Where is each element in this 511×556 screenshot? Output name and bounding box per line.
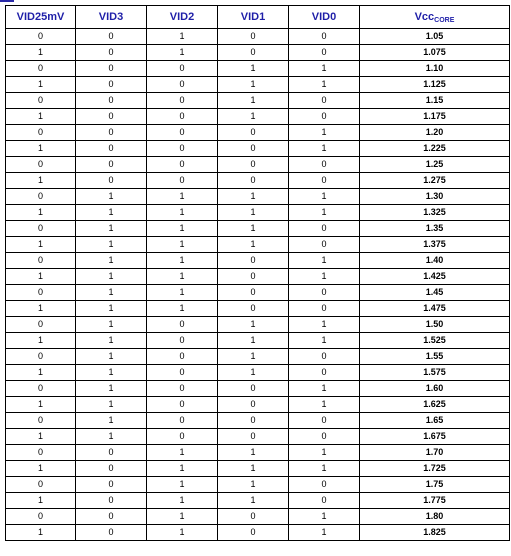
cell-vid0: 0 [289,349,360,365]
cell-vid3: 1 [76,397,147,413]
cell-vid1: 1 [218,477,289,493]
cell-vid1: 1 [218,221,289,237]
cell-vid2: 0 [147,157,218,173]
table-row [6,493,510,509]
cell-vid25mv: 0 [6,285,76,301]
cell-vid0: 0 [289,45,360,61]
cell-vid2: 1 [147,493,218,509]
cell-vid1: 1 [218,205,289,221]
header-vcc-main: Vcc [414,10,435,23]
table-row [6,365,510,381]
cell-vid2: 1 [147,45,218,61]
cell-vid1: 1 [218,333,289,349]
cell-vid3: 1 [76,317,147,333]
cell-vid3: 0 [76,173,147,189]
table-row [6,477,510,493]
cell-vid25mv: 0 [6,509,76,525]
cell-vid25mv: 0 [6,189,76,205]
cell-vid0: 1 [289,525,360,541]
cell-vid25mv: 1 [6,141,76,157]
cell-vid0: 0 [289,173,360,189]
cell-vid25mv: 1 [6,397,76,413]
cell-vid3: 1 [76,221,147,237]
cell-vcc-core: 1.825 [360,525,510,541]
cell-vid1: 0 [218,173,289,189]
top-edge-strip [0,0,511,3]
cell-vid3: 1 [76,301,147,317]
table-row [6,397,510,413]
table-row [6,445,510,461]
cell-vid0: 0 [289,477,360,493]
cell-vid3: 1 [76,333,147,349]
cell-vcc-core: 1.275 [360,173,510,189]
cell-vid1: 0 [218,157,289,173]
table-row [6,77,510,93]
cell-vcc-core: 1.525 [360,333,510,349]
cell-vid3: 1 [76,237,147,253]
cell-vid25mv: 0 [6,317,76,333]
cell-vid0: 0 [289,365,360,381]
cell-vid3: 0 [76,77,147,93]
table-row [6,189,510,205]
cell-vcc-core: 1.625 [360,397,510,413]
cell-vid0: 1 [289,141,360,157]
cell-vid3: 0 [76,109,147,125]
cell-vid3: 1 [76,189,147,205]
cell-vid25mv: 0 [6,125,76,141]
header-vcc-sub: CORE [434,16,455,24]
table-row [6,221,510,237]
cell-vid0: 0 [289,301,360,317]
cell-vid1: 0 [218,429,289,445]
cell-vcc-core: 1.55 [360,349,510,365]
table-row [6,109,510,125]
cell-vid3: 0 [76,509,147,525]
cell-vid0: 1 [289,445,360,461]
table-row [6,525,510,541]
cell-vid1: 0 [218,301,289,317]
cell-vid3: 0 [76,157,147,173]
cell-vid25mv: 1 [6,365,76,381]
cell-vid2: 0 [147,429,218,445]
cell-vid3: 1 [76,381,147,397]
cell-vcc-core: 1.725 [360,461,510,477]
table-row [6,381,510,397]
cell-vid3: 1 [76,269,147,285]
cell-vid0: 1 [289,205,360,221]
cell-vid1: 0 [218,525,289,541]
cell-vid1: 0 [218,269,289,285]
cell-vid2: 1 [147,461,218,477]
cell-vcc-core: 1.70 [360,445,510,461]
cell-vid0: 1 [289,253,360,269]
cell-vid3: 0 [76,445,147,461]
cell-vid1: 0 [218,413,289,429]
table-row [6,461,510,477]
cell-vcc-core: 1.425 [360,269,510,285]
cell-vid0: 0 [289,29,360,45]
cell-vid0: 1 [289,189,360,205]
cell-vid25mv: 0 [6,381,76,397]
cell-vid3: 0 [76,461,147,477]
cell-vid2: 0 [147,365,218,381]
cell-vid3: 0 [76,477,147,493]
cell-vid1: 0 [218,125,289,141]
cell-vcc-core: 1.675 [360,429,510,445]
cell-vid1: 1 [218,493,289,509]
cell-vid0: 1 [289,125,360,141]
cell-vcc-core: 1.575 [360,365,510,381]
cell-vcc-core: 1.375 [360,237,510,253]
table-body [6,29,510,541]
cell-vid2: 1 [147,189,218,205]
cell-vcc-core: 1.225 [360,141,510,157]
cell-vcc-core: 1.35 [360,221,510,237]
cell-vid25mv: 0 [6,157,76,173]
table-row [6,317,510,333]
cell-vid3: 1 [76,285,147,301]
cell-vid0: 1 [289,381,360,397]
cell-vid3: 0 [76,61,147,77]
cell-vid2: 1 [147,285,218,301]
cell-vid2: 1 [147,29,218,45]
cell-vid2: 0 [147,125,218,141]
table-row [6,173,510,189]
cell-vid2: 1 [147,301,218,317]
cell-vid3: 1 [76,429,147,445]
table-row [6,269,510,285]
cell-vid3: 1 [76,253,147,269]
cell-vid2: 0 [147,61,218,77]
cell-vid1: 0 [218,29,289,45]
table-row [6,45,510,61]
table-row [6,301,510,317]
cell-vcc-core: 1.325 [360,205,510,221]
cell-vid2: 1 [147,237,218,253]
header-vid25mv: VID25mV [6,6,76,29]
cell-vid0: 0 [289,413,360,429]
cell-vid1: 0 [218,509,289,525]
cell-vid2: 1 [147,205,218,221]
cell-vid0: 0 [289,237,360,253]
cell-vid0: 1 [289,317,360,333]
cell-vcc-core: 1.25 [360,157,510,173]
cell-vid3: 0 [76,45,147,61]
cell-vid0: 0 [289,109,360,125]
table-row [6,333,510,349]
cell-vid25mv: 0 [6,413,76,429]
table-row [6,413,510,429]
cell-vid2: 1 [147,253,218,269]
cell-vid3: 0 [76,29,147,45]
cell-vid25mv: 1 [6,173,76,189]
cell-vid25mv: 0 [6,253,76,269]
cell-vid3: 0 [76,125,147,141]
cell-vcc-core: 1.15 [360,93,510,109]
cell-vcc-core: 1.10 [360,61,510,77]
vid-voltage-table [5,5,510,541]
cell-vid1: 1 [218,61,289,77]
cell-vid0: 1 [289,461,360,477]
cell-vid25mv: 0 [6,477,76,493]
cell-vid1: 0 [218,381,289,397]
cell-vid2: 0 [147,141,218,157]
cell-vid25mv: 1 [6,429,76,445]
cell-vid2: 0 [147,173,218,189]
cell-vid3: 1 [76,205,147,221]
cell-vid2: 1 [147,221,218,237]
cell-vcc-core: 1.80 [360,509,510,525]
cell-vid2: 0 [147,381,218,397]
heading-fragment-mark [0,0,14,2]
table-row [6,205,510,221]
cell-vid1: 1 [218,365,289,381]
cell-vcc-core: 1.65 [360,413,510,429]
cell-vcc-core: 1.175 [360,109,510,125]
cell-vid25mv: 1 [6,237,76,253]
cell-vid25mv: 1 [6,205,76,221]
cell-vid2: 0 [147,413,218,429]
cell-vid25mv: 0 [6,93,76,109]
cell-vid25mv: 1 [6,333,76,349]
cell-vid0: 0 [289,285,360,301]
cell-vid2: 0 [147,397,218,413]
cell-vid1: 0 [218,285,289,301]
cell-vid1: 1 [218,461,289,477]
cell-vid25mv: 1 [6,461,76,477]
cell-vid25mv: 0 [6,221,76,237]
table-header [6,6,510,29]
header-vid3: VID3 [76,6,147,29]
cell-vcc-core: 1.30 [360,189,510,205]
table-row [6,429,510,445]
cell-vid1: 0 [218,253,289,269]
cell-vid3: 0 [76,141,147,157]
cell-vid2: 1 [147,525,218,541]
cell-vid0: 0 [289,221,360,237]
cell-vid1: 0 [218,397,289,413]
table-row [6,285,510,301]
table-row [6,509,510,525]
cell-vid0: 0 [289,429,360,445]
cell-vid1: 1 [218,93,289,109]
cell-vid25mv: 1 [6,77,76,93]
cell-vid0: 0 [289,157,360,173]
cell-vid1: 1 [218,317,289,333]
cell-vid2: 0 [147,77,218,93]
cell-vid1: 1 [218,349,289,365]
cell-vcc-core: 1.20 [360,125,510,141]
cell-vid25mv: 1 [6,109,76,125]
cell-vid0: 1 [289,397,360,413]
cell-vid25mv: 1 [6,525,76,541]
header-vid1: VID1 [218,6,289,29]
cell-vid25mv: 1 [6,269,76,285]
table-row [6,93,510,109]
cell-vid2: 0 [147,333,218,349]
cell-vid0: 1 [289,77,360,93]
cell-vid3: 1 [76,413,147,429]
cell-vcc-core: 1.40 [360,253,510,269]
cell-vcc-core: 1.75 [360,477,510,493]
cell-vid2: 0 [147,109,218,125]
cell-vid2: 0 [147,349,218,365]
cell-vcc-core: 1.45 [360,285,510,301]
cell-vid25mv: 0 [6,61,76,77]
cell-vid0: 1 [289,509,360,525]
cell-vid0: 1 [289,61,360,77]
cell-vcc-core: 1.775 [360,493,510,509]
cell-vcc-core: 1.125 [360,77,510,93]
cell-vid2: 1 [147,509,218,525]
cell-vid25mv: 1 [6,493,76,509]
cell-vid1: 0 [218,141,289,157]
cell-vcc-core: 1.60 [360,381,510,397]
cell-vid25mv: 0 [6,445,76,461]
cell-vcc-core: 1.50 [360,317,510,333]
table-row [6,157,510,173]
table-row [6,61,510,77]
cell-vid2: 0 [147,93,218,109]
table-row [6,237,510,253]
cell-vid1: 1 [218,189,289,205]
cell-vcc-core: 1.075 [360,45,510,61]
cell-vcc-core: 1.475 [360,301,510,317]
cell-vid1: 1 [218,109,289,125]
cell-vid3: 0 [76,493,147,509]
cell-vid3: 0 [76,93,147,109]
cell-vid0: 0 [289,493,360,509]
header-row [6,6,510,29]
cell-vcc-core: 1.05 [360,29,510,45]
cell-vid25mv: 0 [6,29,76,45]
cell-vid25mv: 1 [6,301,76,317]
cell-vid3: 1 [76,349,147,365]
table-row [6,253,510,269]
cell-vid0: 0 [289,93,360,109]
table-row [6,125,510,141]
cell-vid2: 1 [147,477,218,493]
table-row [6,349,510,365]
cell-vid25mv: 0 [6,349,76,365]
cell-vid25mv: 1 [6,45,76,61]
header-vid0: VID0 [289,6,360,29]
table-row [6,141,510,157]
cell-vid1: 1 [218,445,289,461]
cell-vid2: 1 [147,445,218,461]
cell-vid3: 1 [76,365,147,381]
cell-vid1: 1 [218,77,289,93]
cell-vid3: 0 [76,525,147,541]
cell-vid1: 0 [218,45,289,61]
cell-vid1: 1 [218,237,289,253]
cell-vid0: 1 [289,269,360,285]
header-vid2: VID2 [147,6,218,29]
header-vcc-core [360,6,510,29]
cell-vid0: 1 [289,333,360,349]
cell-vid2: 1 [147,269,218,285]
cell-vid2: 0 [147,317,218,333]
table-row [6,29,510,45]
